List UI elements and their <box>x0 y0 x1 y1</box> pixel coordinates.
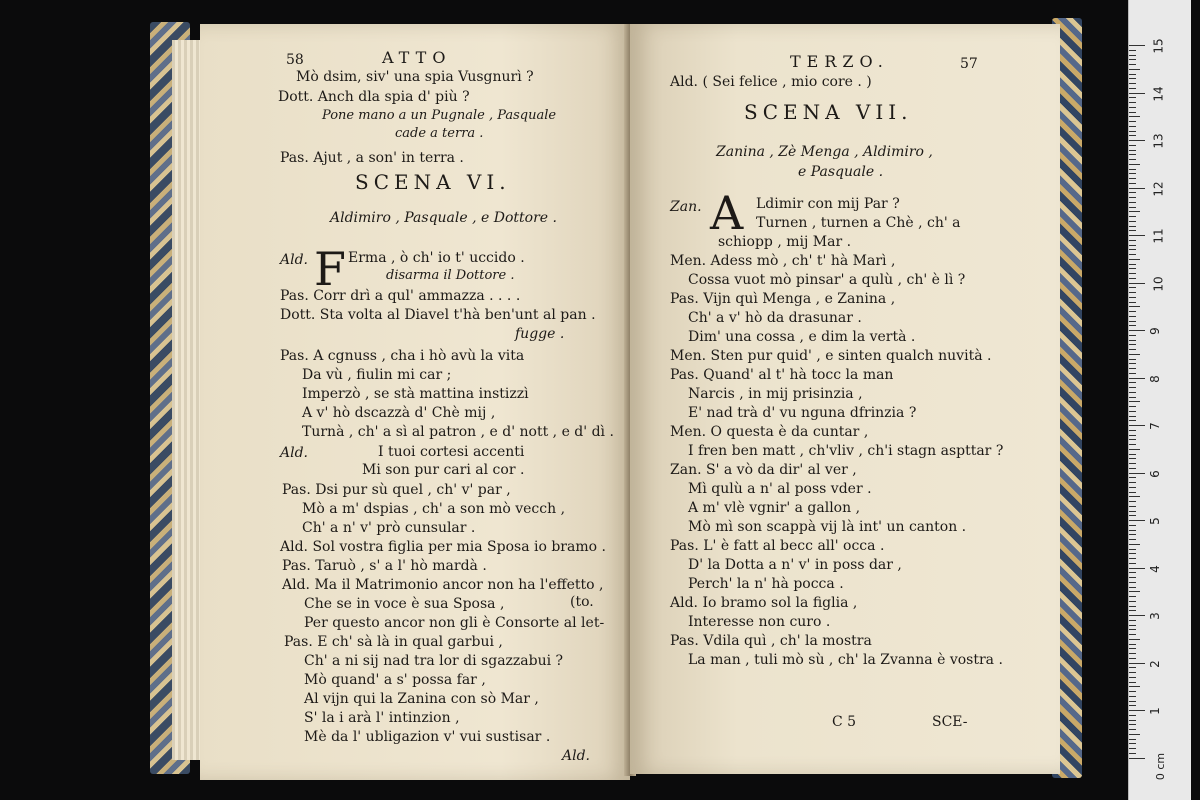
ruler-tick <box>1129 539 1136 540</box>
ruler-tick <box>1129 202 1136 203</box>
characters-list: Zanina , Zè Menga , Aldimiro , <box>716 144 933 160</box>
ruler-tick <box>1129 216 1136 217</box>
ruler-number: 11 <box>1151 228 1166 244</box>
ruler-tick <box>1129 59 1136 60</box>
ruler-tick <box>1129 620 1136 621</box>
ruler-tick <box>1129 211 1140 212</box>
scene-heading: SCENA VI. <box>355 170 511 194</box>
ruler-tick <box>1129 401 1140 402</box>
ruler-tick <box>1129 544 1140 545</box>
ruler-tick <box>1129 639 1140 640</box>
ruler-tick <box>1129 563 1136 564</box>
ruler-tick <box>1129 311 1136 312</box>
ruler-tick <box>1129 691 1136 692</box>
ruler-tick <box>1129 606 1136 607</box>
ruler-tick <box>1129 126 1136 127</box>
ruler-tick <box>1129 496 1140 497</box>
text-line: Pas. E ch' sà là in qual garbui , <box>284 634 503 650</box>
ruler-tick <box>1129 672 1136 673</box>
ruler-tick <box>1129 634 1136 635</box>
ruler-tick <box>1129 145 1136 146</box>
ruler-tick <box>1129 449 1140 450</box>
running-header: TERZO. <box>790 52 889 71</box>
ruler-tick <box>1129 349 1136 350</box>
ruler-tick <box>1129 492 1136 493</box>
text-line: Pas. Taruò , s' a l' hò mardà . <box>282 558 487 574</box>
ruler-tick <box>1129 335 1136 336</box>
text-line: Da vù , fiulin mi car ; <box>302 367 452 383</box>
ruler-tick <box>1129 463 1136 464</box>
ruler-tick <box>1129 720 1136 721</box>
ruler-tick <box>1129 378 1145 379</box>
ruler-tick <box>1129 387 1136 388</box>
text-line: Ald. Sol vostra figlia per mia Sposa io bramo . <box>280 539 606 555</box>
ruler-tick <box>1129 406 1136 407</box>
speaker-label: Ald. <box>280 445 308 461</box>
ruler-tick <box>1129 710 1145 711</box>
ruler-tick <box>1129 164 1140 165</box>
ruler-number: 8 <box>1147 374 1162 383</box>
ruler-tick <box>1129 235 1145 236</box>
ruler-tick <box>1129 107 1136 108</box>
text-line: E' nad trà d' vu nguna dfrinzia ? <box>688 405 917 421</box>
ruler-number: 7 <box>1147 422 1162 430</box>
ruler-tick <box>1129 534 1136 535</box>
ruler-tick <box>1129 264 1136 265</box>
speaker-label: Ald. <box>280 252 308 268</box>
ruler-tick <box>1129 444 1136 445</box>
ruler-number: 12 <box>1151 180 1166 197</box>
ruler-tick <box>1129 159 1136 160</box>
ruler-tick <box>1129 591 1140 592</box>
ruler-tick <box>1129 325 1136 326</box>
ruler-tick <box>1129 230 1136 231</box>
text-line: Erma , ò ch' io t' uccido . <box>348 250 525 266</box>
ruler-tick <box>1129 610 1136 611</box>
ruler-tick <box>1129 625 1136 626</box>
ruler-tick <box>1129 78 1136 79</box>
measuring-ruler <box>1128 0 1191 800</box>
text-line: I tuoi cortesi accenti <box>378 444 525 460</box>
text-line: Cossa vuot mò pinsar' a qulù , ch' è lì ? <box>688 272 966 288</box>
ruler-tick <box>1129 55 1136 56</box>
characters-list: e Pasquale . <box>798 164 884 180</box>
stage-direction: fugge . <box>515 326 565 342</box>
page-number: 58 <box>286 52 304 68</box>
ruler-tick <box>1129 435 1136 436</box>
text-line: (to. <box>570 594 594 610</box>
text-line: Pas. A cgnuss , cha i hò avù la vita <box>280 348 525 364</box>
ruler-tick <box>1129 363 1136 364</box>
ruler-tick <box>1129 50 1136 51</box>
ruler-tick <box>1129 97 1136 98</box>
ruler-tick <box>1129 69 1140 70</box>
text-line: Ald. ( Sei felice , mio core . ) <box>670 74 872 90</box>
ruler-tick <box>1129 302 1136 303</box>
ruler-tick <box>1129 74 1136 75</box>
stage-direction: cade a terra . <box>395 126 484 141</box>
ruler-tick <box>1129 64 1136 65</box>
ruler-tick <box>1129 596 1136 597</box>
ruler-tick <box>1129 729 1136 730</box>
ruler-tick <box>1129 221 1136 222</box>
ruler-tick <box>1129 197 1136 198</box>
ruler-tick <box>1129 88 1136 89</box>
ruler-tick <box>1129 653 1136 654</box>
ruler-tick <box>1129 268 1136 269</box>
ruler-tick <box>1129 306 1140 307</box>
ruler-tick <box>1129 629 1136 630</box>
ruler-tick <box>1129 368 1136 369</box>
text-line: Zan. S' a vò da dir' al ver , <box>670 462 857 478</box>
text-line: Pas. Vijn quì Menga , e Zanina , <box>670 291 896 307</box>
text-line: Mì qulù a n' al poss vder . <box>688 481 872 497</box>
ruler-tick <box>1129 454 1136 455</box>
text-line: Dim' una cossa , e dim la vertà . <box>688 329 916 345</box>
ruler-tick <box>1129 558 1136 559</box>
ruler-number: 3 <box>1147 612 1162 620</box>
ruler-tick <box>1129 344 1136 345</box>
speaker-label: Zan. <box>670 199 702 215</box>
ruler-tick <box>1129 658 1136 659</box>
ruler-tick <box>1129 102 1136 103</box>
ruler-tick <box>1129 568 1145 569</box>
text-line: Ald. Ma il Matrimonio ancor non ha l'effetto , <box>282 577 604 593</box>
text-line: Mè da l' ubligazion v' vui sustisar . <box>304 729 551 745</box>
ruler-tick <box>1129 359 1136 360</box>
text-line: Mò dsim, siv' una spia Vusgnurì ? <box>296 69 534 85</box>
ruler-tick <box>1129 530 1136 531</box>
text-line: Ch' a ni sij nad tra lor di sgazzabui ? <box>304 653 564 669</box>
text-line: A m' vlè vgnir' a gallon , <box>688 500 861 516</box>
text-line: schiopp , mij Mar . <box>718 234 852 250</box>
text-line: Mi son pur cari al cor . <box>362 462 525 478</box>
ruler-number: 15 <box>1151 38 1166 54</box>
ruler-tick <box>1129 601 1136 602</box>
ruler-tick <box>1129 93 1145 94</box>
ruler-tick <box>1129 439 1136 440</box>
ruler-number: 5 <box>1147 517 1162 525</box>
ruler-tick <box>1129 150 1136 151</box>
ruler-tick <box>1129 473 1145 474</box>
ruler-tick <box>1129 273 1136 274</box>
ruler-number: 6 <box>1147 469 1162 478</box>
ruler-tick <box>1129 425 1145 426</box>
right-page <box>630 24 1060 774</box>
ruler-number: 13 <box>1151 133 1166 149</box>
ruler-tick <box>1129 297 1136 298</box>
ruler-number: 2 <box>1147 659 1162 668</box>
ruler-tick <box>1129 135 1136 136</box>
text-line: Ch' a v' hò da drasunar . <box>688 310 862 326</box>
text-line: S' la i arà l' intinzion , <box>304 710 460 726</box>
ruler-tick <box>1129 254 1136 255</box>
text-line: Pas. L' è fatt al becc all' occa . <box>670 538 885 554</box>
ruler-number: 9 <box>1147 327 1162 335</box>
ruler-tick <box>1129 477 1136 478</box>
signature-mark: C 5 <box>832 714 857 730</box>
text-line: Pas. Corr drì a qul' ammazza . . . . <box>280 288 521 304</box>
ruler-tick <box>1129 83 1136 84</box>
text-line: Pas. Dsi pur sù quel , ch' v' par , <box>282 482 511 498</box>
ruler-tick <box>1129 572 1136 573</box>
text-line: Dott. Anch dla spia d' più ? <box>278 89 470 105</box>
text-line: Mò a m' dspias , ch' a son mò vecch , <box>302 501 566 517</box>
ruler-tick <box>1129 667 1136 668</box>
ruler-tick <box>1129 226 1136 227</box>
text-line: A v' hò dscazzà d' Chè mij , <box>302 405 496 421</box>
ruler-tick <box>1129 644 1136 645</box>
ruler-tick <box>1129 520 1145 521</box>
ruler-tick <box>1129 511 1136 512</box>
ruler-tick <box>1129 587 1136 588</box>
ruler-tick <box>1129 278 1136 279</box>
text-line: Ldimir con mij Par ? <box>756 196 900 212</box>
page-number: 57 <box>960 56 978 72</box>
ruler-tick <box>1129 173 1136 174</box>
ruler-tick <box>1129 340 1136 341</box>
ruler-tick <box>1129 154 1136 155</box>
text-line: Ch' a n' v' prò cunsular . <box>302 520 476 536</box>
text-line: Men. O questa è da cuntar , <box>670 424 869 440</box>
characters-list: Aldimiro , Pasquale , e Dottore . <box>330 210 557 226</box>
text-line: Mò mì son scappà vij là int' un canton . <box>688 519 967 535</box>
ruler-number: 10 <box>1151 275 1166 292</box>
ruler-tick <box>1129 121 1136 122</box>
text-line: Ald. Io bramo sol la figlia , <box>670 595 858 611</box>
ruler-tick <box>1129 553 1136 554</box>
ruler-tick <box>1129 525 1136 526</box>
ruler-tick <box>1129 420 1136 421</box>
ruler-tick <box>1129 207 1136 208</box>
ruler-tick <box>1129 188 1145 189</box>
ruler-tick <box>1129 705 1136 706</box>
ruler-tick <box>1129 140 1145 141</box>
ruler-tick <box>1129 411 1136 412</box>
text-line: Imperzò , se stà mattina instizzì <box>302 386 529 402</box>
running-header: ATTO <box>382 48 452 67</box>
ruler-tick <box>1129 758 1145 759</box>
ruler-tick <box>1129 416 1136 417</box>
ruler-tick <box>1129 245 1136 246</box>
catchword: Ald. <box>562 748 590 764</box>
ruler-tick <box>1129 392 1136 393</box>
ruler-tick <box>1129 240 1136 241</box>
ruler-tick <box>1129 131 1136 132</box>
ruler-tick <box>1129 748 1136 749</box>
ruler-tick <box>1129 321 1136 322</box>
ruler-tick <box>1129 178 1136 179</box>
ruler-tick <box>1129 397 1136 398</box>
ruler-tick <box>1129 373 1136 374</box>
ruler-tick <box>1129 582 1136 583</box>
ruler-tick <box>1129 292 1136 293</box>
ruler-number: 1 <box>1147 707 1162 715</box>
ruler-tick <box>1129 743 1136 744</box>
ruler-tick <box>1129 715 1136 716</box>
text-line: Narcis , in mij prisinzia , <box>688 386 863 402</box>
ruler-tick <box>1129 549 1136 550</box>
ruler-tick <box>1129 648 1136 649</box>
ruler-tick <box>1129 696 1136 697</box>
ruler-tick <box>1129 506 1136 507</box>
ruler-number: 4 <box>1147 564 1162 573</box>
ruler-tick <box>1129 677 1136 678</box>
text-line: I fren ben matt , ch'vliv , ch'i stagn aspttar ? <box>688 443 1004 459</box>
ruler-tick <box>1129 259 1140 260</box>
ruler-tick <box>1129 501 1136 502</box>
text-line: Pas. Quand' al t' hà tocc la man <box>670 367 894 383</box>
text-line: Perch' la n' hà pocca . <box>688 576 844 592</box>
ruler-tick <box>1129 682 1136 683</box>
ruler-tick <box>1129 458 1136 459</box>
ruler-tick <box>1129 487 1136 488</box>
text-line: Per questo ancor non gli è Consorte al let- <box>304 615 605 631</box>
ruler-tick <box>1129 316 1136 317</box>
text-line: D' la Dotta a n' v' in poss dar , <box>688 557 902 573</box>
ruler-number: 14 <box>1151 85 1166 102</box>
ruler-unit: 0 cm <box>1154 752 1168 781</box>
drop-cap: F <box>314 242 346 296</box>
ruler-tick <box>1129 468 1136 469</box>
text-line: Che se in voce è sua Sposa , <box>304 596 505 612</box>
ruler-tick <box>1129 430 1136 431</box>
ruler-tick <box>1129 686 1140 687</box>
ruler-tick <box>1129 116 1140 117</box>
text-line: Dott. Sta volta al Diavel t'hà ben'unt al pan . <box>280 307 596 323</box>
ruler-tick <box>1129 753 1136 754</box>
ruler-tick <box>1129 515 1136 516</box>
ruler-tick <box>1129 283 1145 284</box>
ruler-tick <box>1129 739 1136 740</box>
ruler-tick <box>1129 169 1136 170</box>
ruler-tick <box>1129 663 1145 664</box>
text-line: Turnà , ch' a sì al patron , e d' nott , e d' dì . <box>302 424 614 440</box>
text-line: Pas. Ajut , a son' in terra . <box>280 150 464 166</box>
ruler-tick <box>1129 701 1136 702</box>
stage-direction: Pone mano a un Pugnale , Pasquale <box>322 108 557 123</box>
drop-cap: A <box>710 186 744 240</box>
text-line: Turnen , turnen a Chè , ch' a <box>756 215 961 231</box>
text-line: Men. Adess mò , ch' t' hà Marì , <box>670 253 896 269</box>
ruler-tick <box>1129 615 1145 616</box>
ruler-tick <box>1129 734 1140 735</box>
ruler-tick <box>1129 330 1145 331</box>
text-line: Al vijn qui la Zanina con sò Mar , <box>304 691 539 707</box>
scene-heading: SCENA VII. <box>744 100 913 124</box>
ruler-tick <box>1129 354 1140 355</box>
ruler-tick <box>1129 45 1145 46</box>
text-line: Mò quand' a s' possa far , <box>304 672 486 688</box>
ruler-tick <box>1129 183 1136 184</box>
text-line: Interesse non curo . <box>688 614 831 630</box>
text-line: La man , tuli mò sù , ch' la Zvanna è vostra . <box>688 652 1003 668</box>
catchword: SCE- <box>932 714 968 730</box>
text-line: Pas. Vdila quì , ch' la mostra <box>670 633 872 649</box>
ruler-tick <box>1129 724 1136 725</box>
ruler-tick <box>1129 192 1136 193</box>
stage-direction: disarma il Dottore . <box>386 268 515 283</box>
text-line: Men. Sten pur quid' , e sinten qualch nuvità . <box>670 348 992 364</box>
ruler-tick <box>1129 112 1136 113</box>
ruler-tick <box>1129 577 1136 578</box>
ruler-tick <box>1129 482 1136 483</box>
left-page <box>200 24 630 780</box>
ruler-tick <box>1129 287 1136 288</box>
ruler-tick <box>1129 382 1136 383</box>
ruler-tick <box>1129 249 1136 250</box>
